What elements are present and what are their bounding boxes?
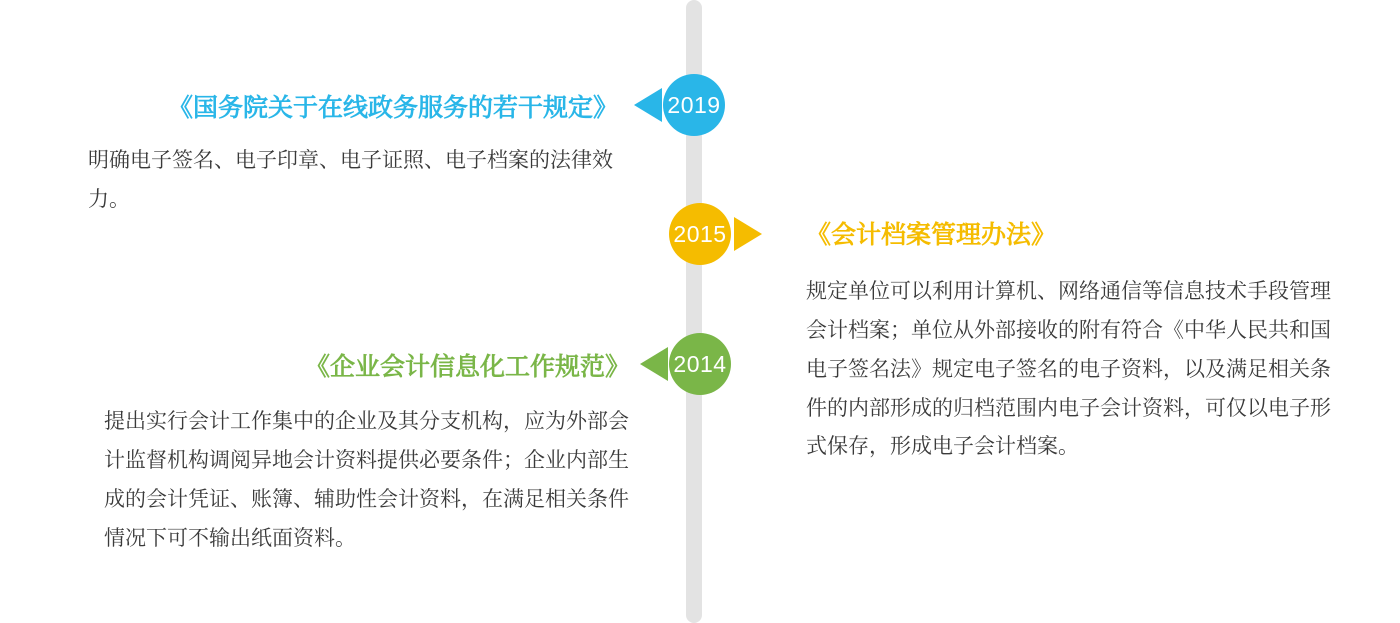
year-marker-2019[interactable]: 2019: [663, 74, 725, 136]
entry-2014-title: 《企业会计信息化工作规范》: [304, 353, 630, 381]
entry-2014-body: 提出实行会计工作集中的企业及其分支机构，应为外部会计监督机构调阅异地会计资料提供必要条件；企业内部生成的会计凭证、账簿、辅助性会计资料，在满足相关条件情况下可不输出纸面资料。: [104, 410, 629, 550]
entry-2015-title: 《会计档案管理办法》: [806, 221, 1057, 249]
year-marker-2015[interactable]: 2015: [669, 203, 731, 265]
entry-2015: [806, 215, 1346, 467]
entry-2014: [60, 347, 630, 558]
pointer-2014: [640, 347, 668, 381]
entry-2019-body: 明确电子签名、电子印章、电子证照、电子档案的法律效力。: [88, 149, 613, 211]
pointer-2019: [634, 88, 662, 122]
entry-2019-title: 《国务院关于在线政务服务的若干规定》: [167, 94, 618, 122]
year-marker-2014[interactable]: 2014: [669, 333, 731, 395]
entry-2015-body: 规定单位可以利用计算机、网络通信等信息技术手段管理会计档案；单位从外部接收的附有符合《中华人民共和国电子签名法》规定电子签名的电子资料，以及满足相关条件的内部形成的归档范围内电子会计资料，可仅以电子形式保存，形成电子会计档案。: [806, 280, 1331, 459]
entry-2019: [60, 88, 618, 220]
pointer-2015: [734, 217, 762, 251]
